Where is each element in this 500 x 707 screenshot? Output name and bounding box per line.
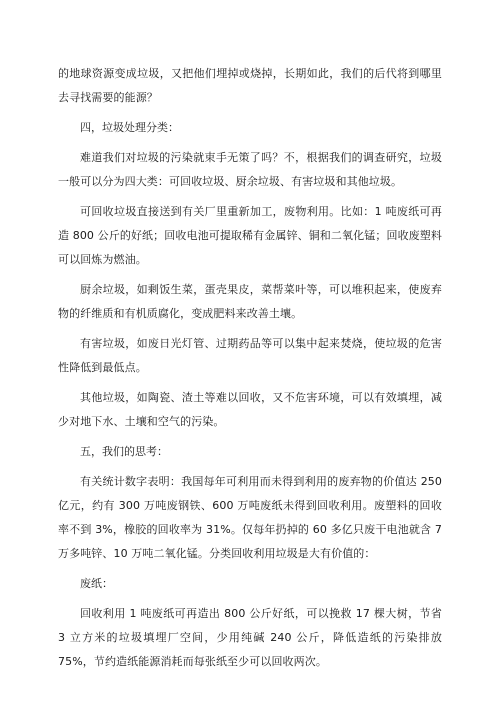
section-heading-classification: 四，垃圾处理分类： bbox=[80, 121, 179, 134]
paragraph-statistics: 有关统计数字表明：我国每年可利用而未得到利用的废弃物的价值达 250 亿元，约有 300 万吨废钢铁、600 万吨废纸未得到回收利用。废塑料的回收率不到 3%，橡胶的回收率为 31%。仅每年扔掉的 60 多亿只废干电池就含 7 万多吨锌、10 万吨二氧化锰。分类回收利用垃圾是大有价值的： bbox=[58, 475, 442, 560]
subheading-waste-paper: 废纸： bbox=[80, 577, 113, 590]
paragraph-kitchen-waste: 厨余垃圾，如剩饭生菜，蛋壳果皮，菜帮菜叶等，可以堆积起来，使废弃物的纤维质和有机质腐化，变成肥料来改善土壤。 bbox=[58, 283, 442, 320]
paragraph-waste-paper: 回收利用 1 吨废纸可再造出 800 公斤好纸，可以挽救 17 棵大树，节省 3 立方米的垃圾填埋厂空间，少用纯碱 240 公斤，降低造纸的污染排放 75%，节约造纸能源消耗而每张纸至少可以回收两次。 bbox=[58, 607, 442, 668]
section-heading-thoughts: 五，我们的思考： bbox=[80, 445, 168, 458]
paragraph-recyclable-waste: 可回收垃圾直接送到有关厂里重新加工，废物利用。比如：1 吨废纸可再造 800 公斤的好纸；回收电池可提取稀有金属锌、铜和二氧化锰；回收废塑料可以回炼为燃油。 bbox=[58, 205, 442, 266]
paragraph-continuation: 的地球资源变成垃圾，又把他们埋掉或烧掉，长期如此，我们的后代将到哪里去寻找需要的能源？ bbox=[58, 67, 442, 104]
paragraph-other-waste: 其他垃圾，如陶瓷、渣土等难以回收，又不危害环境，可以有效填埋，减少对地下水、土壤和空气的污染。 bbox=[58, 391, 442, 428]
paragraph-hazardous-waste: 有害垃圾，如废日光灯管、过期药品等可以集中起来焚烧，使垃圾的危害性降低到最低点。 bbox=[58, 337, 442, 374]
paragraph-four-categories: 难道我们对垃圾的污染就束手无策了吗？不，根据我们的调查研究，垃圾一般可以分为四大类：可回收垃圾、厨余垃圾、有害垃圾和其他垃圾。 bbox=[58, 151, 442, 188]
